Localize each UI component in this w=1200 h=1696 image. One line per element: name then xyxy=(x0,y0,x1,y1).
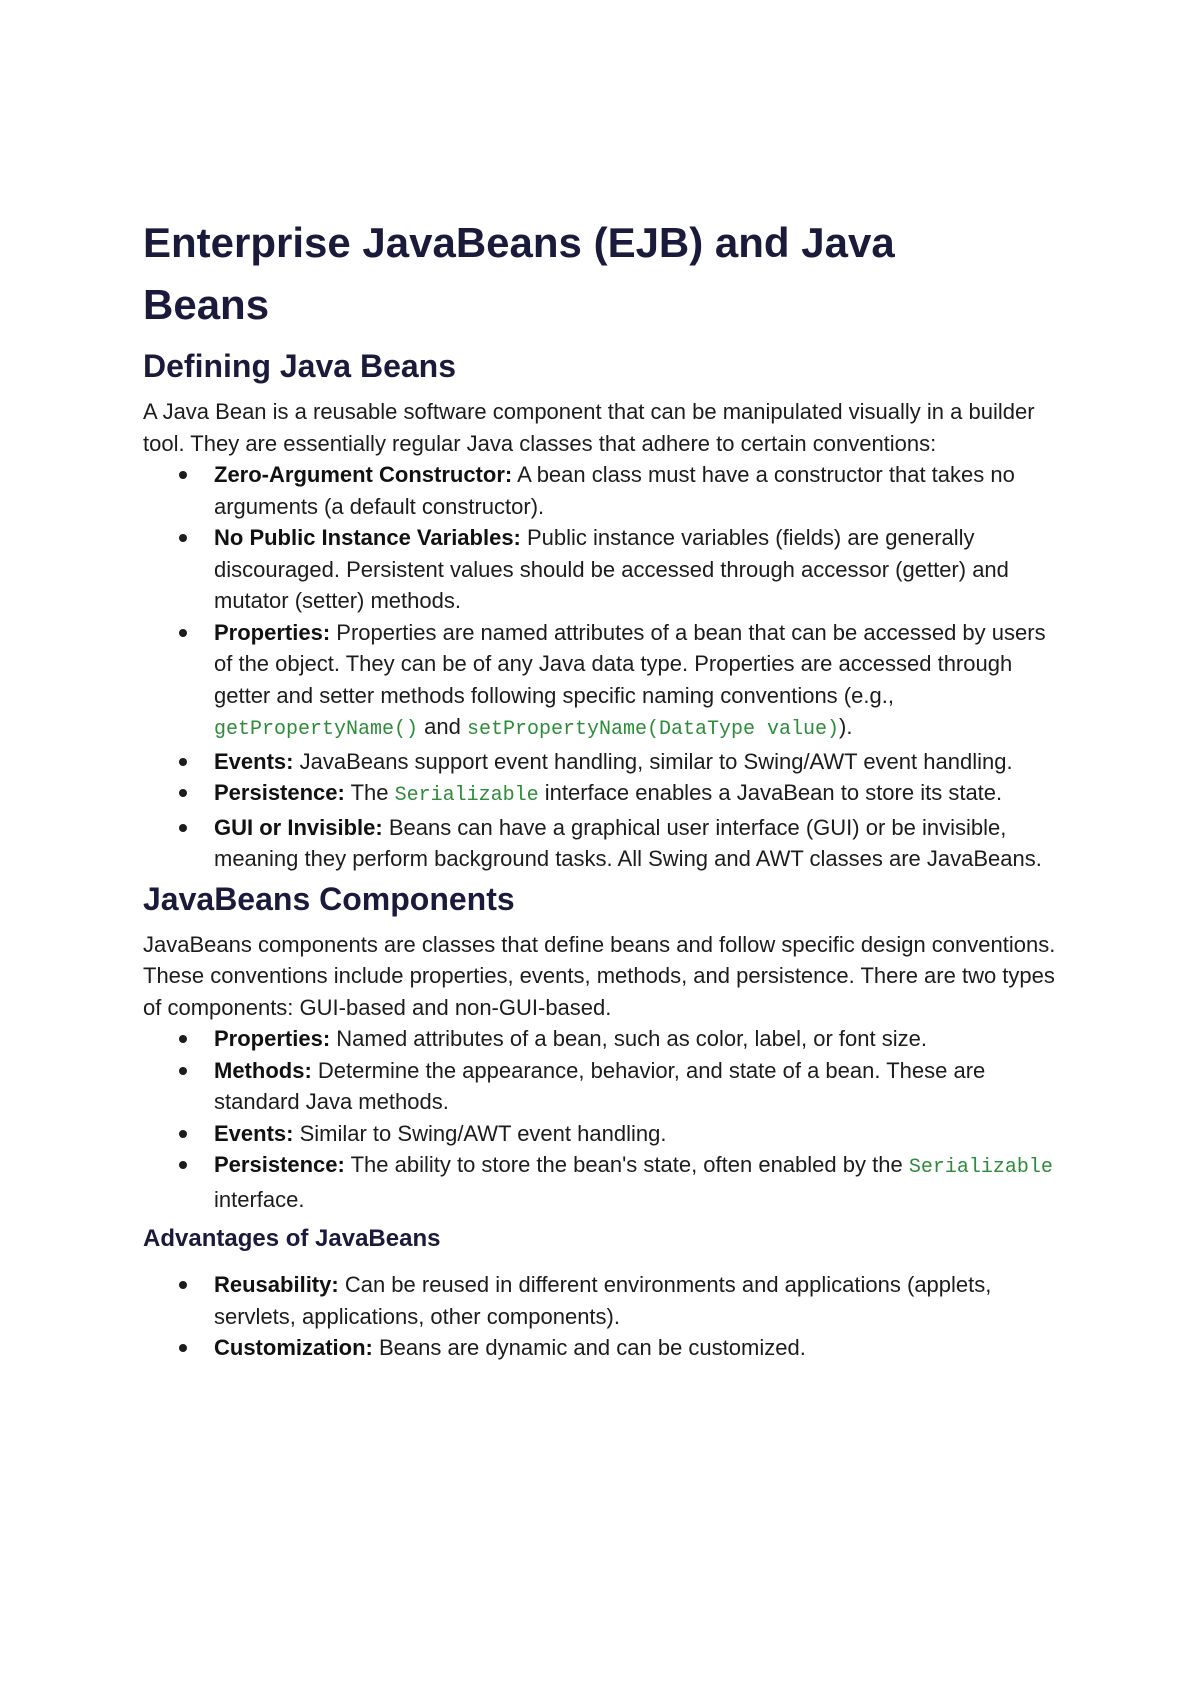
list-item-text: Determine the appearance, behavior, and state of a bean. These are standard Java methods. xyxy=(214,1057,986,1114)
list-item xyxy=(214,1332,1070,1364)
list-item-term: Reusability: xyxy=(214,1272,339,1297)
list-item-term: Persistence: xyxy=(214,1152,345,1177)
section-heading-advantages: Advantages of JavaBeans xyxy=(143,1225,441,1252)
list-item-text: interface. xyxy=(214,1186,305,1212)
code-span: getPropertyName() xyxy=(214,718,419,741)
list-item-text: Beans are dynamic and can be customized. xyxy=(372,1335,806,1360)
section-intro-defining: A Java Bean is a reusable software component that can be manipulated visually in a builder tool. They are essentially regular Java classes that adhere to certain conventions: xyxy=(143,399,1035,456)
list-item xyxy=(214,777,1070,812)
bullet-list-components xyxy=(143,1023,1070,1215)
list-item-text: and xyxy=(418,714,467,739)
list-item-text: Similar to Swing/AWT event handling. xyxy=(293,1120,667,1146)
list-item xyxy=(214,1023,1070,1055)
list-item-text: A bean class must have a constructor that takes no arguments (a default constructor). xyxy=(214,462,1015,519)
list-item-text: Public instance variables (fields) are generally discouraged. Persistent values should be accessed through accessor (getter) and mutator (setter) methods. xyxy=(214,525,1009,613)
code-span: Serializable xyxy=(908,1156,1053,1179)
section-heading-components: JavaBeans Components xyxy=(143,880,515,917)
list-item xyxy=(214,617,1070,746)
page-title: Enterprise JavaBeans (EJB) and Java Beans xyxy=(143,219,895,328)
list-item-text: JavaBeans support event handling, similar to Swing/AWT event handling. xyxy=(293,748,1013,774)
list-item xyxy=(214,459,1070,522)
list-item xyxy=(214,812,1070,875)
list-item-term: Events: xyxy=(214,748,294,774)
code-span: setPropertyName(DataType value) xyxy=(466,718,840,741)
list-item xyxy=(214,1269,1070,1332)
list-item xyxy=(214,522,1070,617)
list-item-text: Named attributes of a bean, such as color, label, or font size. xyxy=(330,1026,927,1051)
bullet-list-defining xyxy=(143,459,1070,875)
list-item-term: GUI or Invisible: xyxy=(214,814,383,840)
bullet-list-advantages xyxy=(143,1269,1070,1364)
list-item xyxy=(214,1149,1070,1215)
code-span: Serializable xyxy=(394,784,539,807)
list-item xyxy=(214,1055,1070,1118)
list-item-term: Persistence: xyxy=(214,780,345,805)
list-item-text: The ability to store the bean's state, often enabled by the xyxy=(344,1152,909,1177)
list-item-text: ). xyxy=(839,714,853,739)
list-item xyxy=(214,1118,1070,1150)
list-item-text: interface enables a JavaBean to store its state. xyxy=(538,780,1003,805)
list-item-text: Can be reused in different environments and applications (applets, servlets, applications, other components). xyxy=(214,1272,992,1329)
section-intro-components: JavaBeans components are classes that define beans and follow specific design conventions. These conventions include properties, events, methods, and persistence. There are two types of components: GUI-based and non-GUI-based. xyxy=(143,931,1056,1020)
list-item-text: Properties are named attributes of a bean that can be accessed by users of the object. They can be of any Java data type. Properties are accessed through getter and setter methods following specific naming conventions (e.g., xyxy=(214,619,1046,708)
list-item-term: Properties: xyxy=(214,619,331,645)
section-heading-defining: Defining Java Beans xyxy=(143,348,456,384)
list-item-term: Properties: xyxy=(214,1026,331,1051)
list-item-term: No Public Instance Variables: xyxy=(214,525,521,550)
list-item-term: Events: xyxy=(214,1120,294,1146)
list-item-term: Customization: xyxy=(214,1335,373,1360)
list-item-term: Methods: xyxy=(214,1057,312,1083)
list-item-text: The xyxy=(344,780,395,805)
list-item xyxy=(214,746,1070,778)
list-item-text: Beans can have a graphical user interface (GUI) or be invisible, meaning they perform background tasks. All Swing and AWT classes are JavaBeans. xyxy=(214,814,1042,871)
list-item-term: Zero-Argument Constructor: xyxy=(214,462,513,487)
